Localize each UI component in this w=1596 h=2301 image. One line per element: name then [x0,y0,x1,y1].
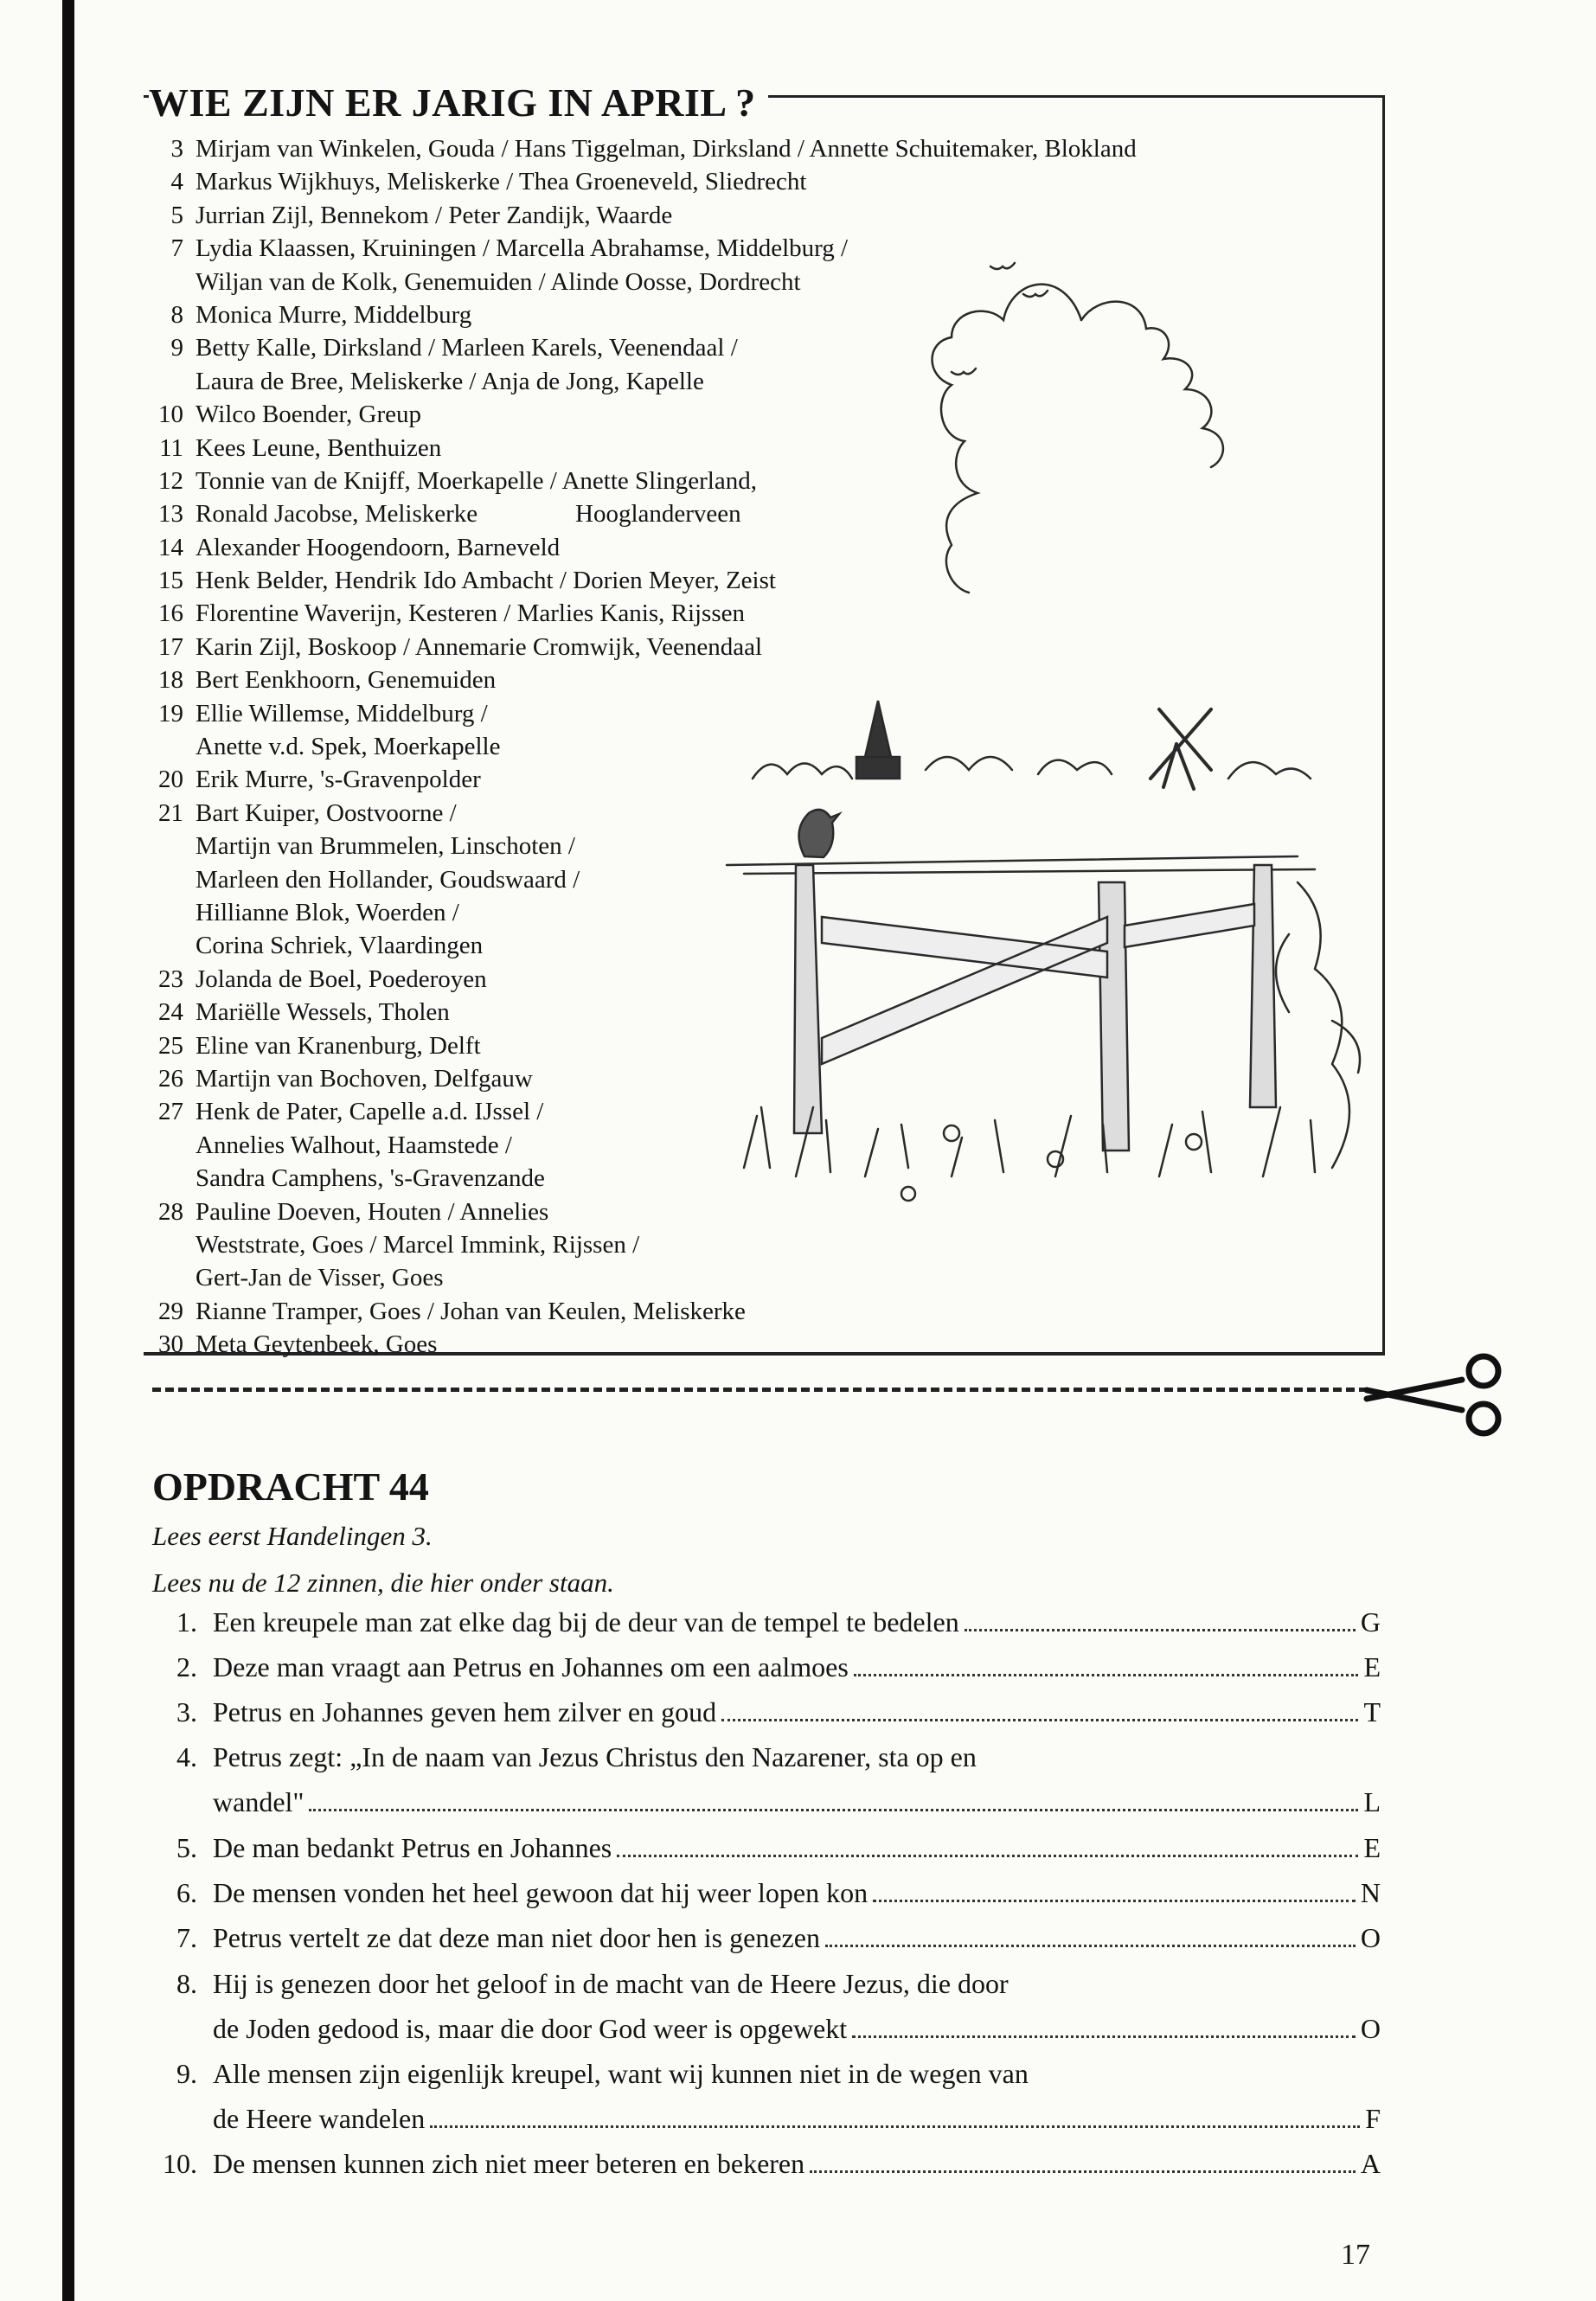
birthday-day: 30 [158,1330,183,1359]
birthday-day: 5 [170,201,183,229]
birthday-names: Bert Eenkhoorn, Genemuiden [195,666,497,695]
birthday-names: Hillianne Blok, Woerden / [195,898,459,926]
birthday-names: Betty Kalle, Dirksland / Marleen Karels, Veenendaal / [195,334,738,362]
dotted-leader [721,1719,1358,1721]
answer-letter: T [1363,1696,1381,1727]
birthday-names: Alexander Hoogendoorn, Barneveld [195,533,561,561]
page-number: 17 [1341,2239,1370,2271]
bird-on-post-drawing [799,810,839,857]
trees-drawing [753,757,1311,779]
question-text: de Joden gedood is, maar die door God weer is opgewekt [213,2013,848,2044]
assignment-title: OPDRACHT 44 [152,1465,429,1509]
birthday-names: Gert-Jan de Visser, Goes [195,1264,444,1292]
binding-strip [62,0,74,2301]
question-number: 9. [176,2058,197,2089]
birthday-extra-place: Hooglanderveen [575,500,741,528]
question-item [152,1649,1381,1687]
birthday-names: Pauline Doeven, Houten / Annelies [195,1197,549,1226]
dotted-leader [873,1900,1356,1902]
question-text: Petrus zegt: „In de naam van Jezus Christus den Nazarener, sta op en [213,1741,977,1772]
birthday-names: Henk Belder, Hendrik Ido Ambacht / Dorien Meyer, Zeist [195,567,776,595]
birthday-day: 21 [158,798,183,827]
birthday-names: Laura de Bree, Meliskerke / Anja de Jong, Kapelle [195,367,704,395]
birthday-day: 9 [170,334,183,362]
birthday-names: Wiljan van de Kolk, Genemuiden / Alinde Oosse, Dordrecht [195,267,801,296]
birthday-names: Wilco Boender, Greup [195,401,421,429]
dotted-leader [430,2125,1360,2128]
answer-letter: F [1365,2103,1381,2134]
birthday-names: Florentine Waverijn, Kesteren / Marlies Kanis, Rijssen [195,599,745,628]
birthday-names: Annelies Walhout, Haamstede / [195,1131,512,1159]
birthday-day: 11 [159,433,183,462]
birthday-names: Monica Murre, Middelburg [195,300,472,329]
answer-letter: G [1360,1606,1381,1638]
dotted-leader [309,1809,1358,1811]
birthday-names: Ellie Willemse, Middelburg / [195,699,488,727]
question-number: 10. [163,2148,197,2179]
birthday-names: Marleen den Hollander, Goudswaard / [195,865,580,894]
windmill-drawing [1151,709,1211,789]
answer-letter: E [1363,1832,1381,1863]
question-text: Hij is genezen door het geloof in de macht van de Heere Jezus, die door [213,1968,1009,1999]
flower-drawing [944,1125,959,1141]
birthday-title: WIE ZIJN ER JARIG IN APRIL ? [149,83,768,123]
birthday-names: Rianne Tramper, Goes / Johan van Keulen, Meliskerke [195,1297,746,1325]
church-drawing [856,701,900,779]
flower-drawing [1186,1134,1202,1150]
question-text: Een kreupele man zat elke dag bij de deur van de tempel te bedelen [213,1606,959,1638]
birthday-names: Karin Zijl, Boskoop / Annemarie Cromwijk, Veenendaal [195,632,763,661]
question-item [152,1739,1381,1818]
birthday-entry [147,165,1012,198]
question-text: wandel" [213,1786,304,1817]
birthday-day: 23 [158,965,183,993]
birthday-names: Tonnie van de Knijff, Moerkapelle / Anette Slingerland, [195,466,757,495]
birthday-day: 28 [158,1197,183,1226]
horizon-line [727,856,1315,874]
answer-letter: N [1360,1877,1381,1908]
birthday-names: Jolanda de Boel, Poederoyen [195,965,487,993]
birthday-day: 10 [158,401,183,429]
answer-letter: A [1360,2148,1381,2179]
birthday-names: Martijn van Brummelen, Linschoten / [195,832,575,861]
answer-letter: L [1363,1786,1381,1817]
question-text: Petrus en Johannes geven hem zilver en goud [213,1696,717,1727]
birthday-day: 19 [158,699,183,727]
birthday-names: Corina Schriek, Vlaardingen [195,932,484,960]
birthday-day: 15 [158,567,183,595]
birthday-day: 7 [170,234,183,263]
dotted-leader [852,2035,1356,2038]
question-item [152,1920,1381,1958]
bird-icon [990,263,1015,269]
grass-drawing [744,1107,1315,1176]
birthday-day: 20 [158,766,183,794]
question-text: de Heere wandelen [213,2103,426,2134]
question-number: 1. [176,1606,197,1638]
question-number: 6. [176,1877,197,1908]
birthday-day: 18 [158,666,183,695]
birthday-names: Ronald Jacobse, Meliskerke [195,500,478,529]
dotted-leader [854,1674,1359,1676]
question-number: 5. [176,1832,197,1863]
birthday-entry [147,1328,1012,1361]
birthday-day: 24 [158,998,183,1027]
question-item [152,2145,1381,2183]
question-text: De mensen vonden het heel gewoon dat hij weer lopen kon [213,1877,869,1908]
question-number: 2. [176,1651,197,1682]
question-number: 7. [176,1922,197,1953]
instruction-line-2: Lees nu de 12 zinnen, die hier onder staan. [152,1567,614,1598]
question-number: 4. [176,1741,197,1772]
answer-letter: O [1360,1922,1381,1953]
birthday-names: Jurrian Zijl, Bennekom / Peter Zandijk, Waarde [195,201,673,229]
birthday-day: 3 [170,135,183,163]
question-text: Petrus vertelt ze dat deze man niet door hen is genezen [213,1922,820,1953]
question-text: De man bedankt Petrus en Johannes [213,1832,612,1863]
dotted-leader [810,2170,1356,2173]
birthday-entry [147,1295,1012,1328]
birthday-entry [147,132,1137,165]
birthday-names: Meta Geytenbeek, Goes [195,1330,438,1359]
birthday-day: 13 [158,500,183,529]
birthday-names: Erik Murre, 's-Gravenpolder [195,766,481,794]
birthday-names: Bart Kuiper, Oostvoorne / [195,798,457,827]
bush-drawing [1276,882,1360,1168]
birthday-names: Eline van Kranenburg, Delft [195,1031,481,1060]
answer-letter: O [1360,2013,1381,2044]
birthday-entry [147,199,1012,232]
dotted-leader [617,1855,1358,1857]
question-item [152,2055,1381,2135]
question-number: 8. [176,1968,197,1999]
birthday-names: Markus Wijkhuys, Meliskerke / Thea Groeneveld, Sliedrecht [195,168,807,196]
birthday-day: 8 [170,300,183,329]
birthday-names: Mariëlle Wessels, Tholen [195,998,450,1027]
bird-icon [1023,291,1048,297]
question-text: Deze man vraagt aan Petrus en Johannes om een aalmoes [213,1651,849,1682]
countryside-illustration [692,260,1384,1280]
bird-icon [952,369,976,375]
question-item [152,1604,1381,1642]
cloud-drawing [1081,302,1223,467]
question-text: De mensen kunnen zich niet meer beteren en bekeren [213,2148,805,2179]
birthday-day: 16 [158,599,183,628]
question-item [152,1965,1381,2045]
fence-drawing [794,865,1276,1150]
birthday-names: Anette v.d. Spek, Moerkapelle [195,733,501,761]
birthday-names: Lydia Klaassen, Kruiningen / Marcella Abrahamse, Middelburg / [195,234,849,263]
answer-letter: E [1363,1651,1381,1682]
fence-drawing [822,904,1254,1064]
birthday-names: Sandra Camphens, 's-Gravenzande [195,1164,545,1193]
birthday-day: 27 [158,1098,183,1126]
question-item [152,1830,1381,1868]
birthday-names: Kees Leune, Benthuizen [195,433,442,462]
question-number: 3. [176,1696,197,1727]
birthday-day: 29 [158,1297,183,1325]
instruction-line-1: Lees eerst Handelingen 3. [152,1521,433,1551]
scissors-icon [1358,1345,1514,1440]
birthday-day: 26 [158,1064,183,1093]
birthday-names: Weststrate, Goes / Marcel Immink, Rijssen / [195,1230,640,1259]
birthday-day: 12 [158,466,183,495]
cloud-drawing [933,285,1082,593]
birthday-day: 14 [158,533,183,561]
question-item [152,1875,1381,1913]
birthday-day: 4 [170,168,183,196]
birthday-names: Henk de Pater, Capelle a.d. IJssel / [195,1098,544,1126]
dotted-leader [965,1629,1356,1631]
birthday-day: 25 [158,1031,183,1060]
cut-line [152,1388,1368,1392]
question-item [152,1694,1381,1732]
flower-drawing [901,1187,915,1201]
dotted-leader [825,1945,1356,1947]
birthday-day: 17 [158,632,183,661]
question-text: Alle mensen zijn eigenlijk kreupel, want wij kunnen niet in de wegen van [213,2058,1029,2089]
birthday-names: Mirjam van Winkelen, Gouda / Hans Tiggelman, Dirksland / Annette Schuitemaker, Blokland [195,135,1137,163]
birthday-names: Martijn van Bochoven, Delfgauw [195,1064,533,1093]
